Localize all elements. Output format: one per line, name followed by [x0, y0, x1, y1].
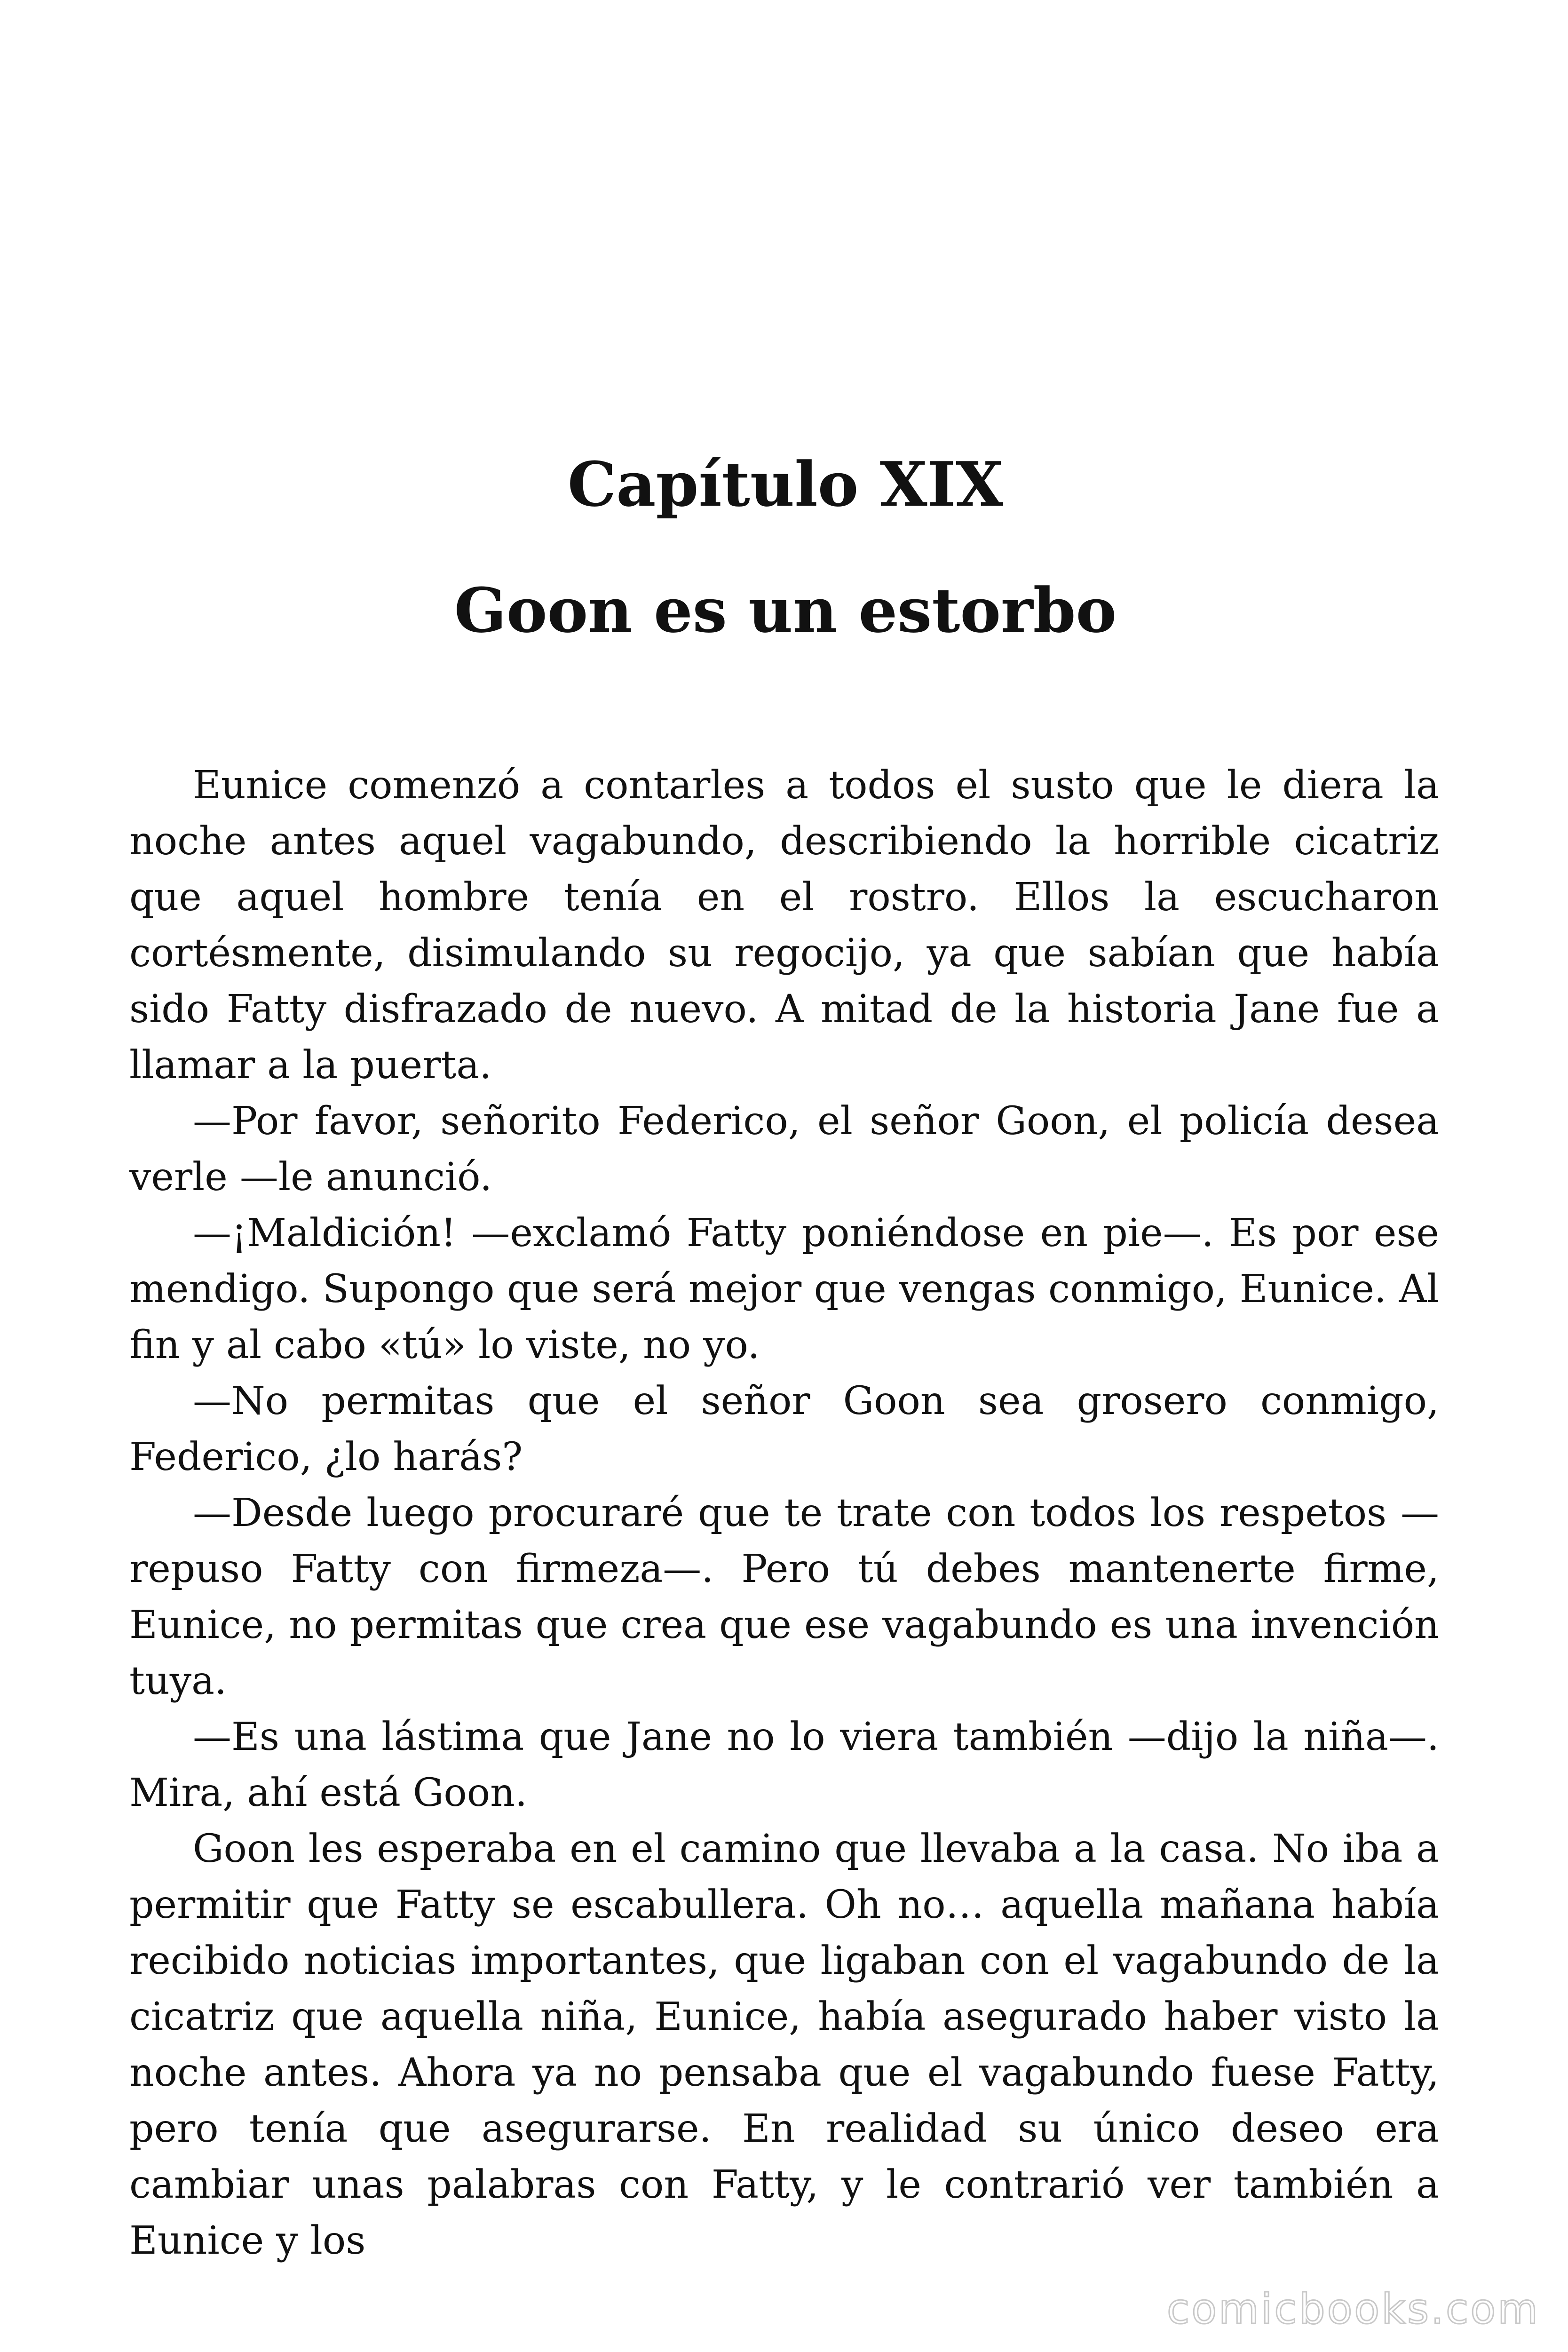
- chapter-title: Goon es un estorbo: [454, 574, 1117, 646]
- chapter-body: [129, 757, 1439, 2269]
- chapter-number: Capítulo XIX: [567, 448, 1004, 520]
- chapter-header: [127, 449, 1444, 646]
- paragraph: —¡Maldición! —exclamó Fatty poniéndose en pie—. Es por ese mendigo. Supongo que será mejor que vengas conmigo, Eunice. Al fin y al cabo «tú» lo viste, no yo.: [129, 1211, 1439, 1367]
- paragraph: —Por favor, señorito Federico, el señor Goon, el policía desea verle —le anunció.: [129, 1099, 1439, 1200]
- paragraph: —Desde luego procuraré que te trate con todos los respetos — repuso Fatty con firmeza—. Pero tú debes mantenerte firme, Eunice, no permitas que crea que ese vagabundo es una invención tuya.: [129, 1491, 1439, 1703]
- paragraph: —Es una lástima que Jane no lo viera también —dijo la niña—. Mira, ahí está Goon.: [129, 1715, 1439, 1815]
- paragraph: —No permitas que el señor Goon sea grosero conmigo, Federico, ¿lo harás?: [129, 1379, 1439, 1479]
- watermark: comicbooks.com: [1166, 2285, 1540, 2333]
- paragraph: Eunice comenzó a contarles a todos el susto que le diera la noche antes aquel vagabundo, describiendo la horrible cicatriz que aquel hombre tenía en el rostro. Ellos la escucharon cortésmente, disimulando su regocijo, ya que sabían que había sido Fatty disfrazado de nuevo. A mitad de la historia Jane fue a llamar a la puerta.: [129, 763, 1439, 1088]
- paragraph: Goon les esperaba en el camino que llevaba a la casa. No iba a permitir que Fatty se escabullera. Oh no… aquella mañana había recibido noticias importantes, que ligaban con el vagabundo de la cicatriz que aquella niña, Eunice, había asegurado haber visto la noche antes. Ahora ya no pensaba que el vagabundo fuese Fatty, pero tenía que asegurarse. En realidad su único deseo era cambiar unas palabras con Fatty, y le contrarió ver también a Eunice y los: [129, 1827, 1439, 2263]
